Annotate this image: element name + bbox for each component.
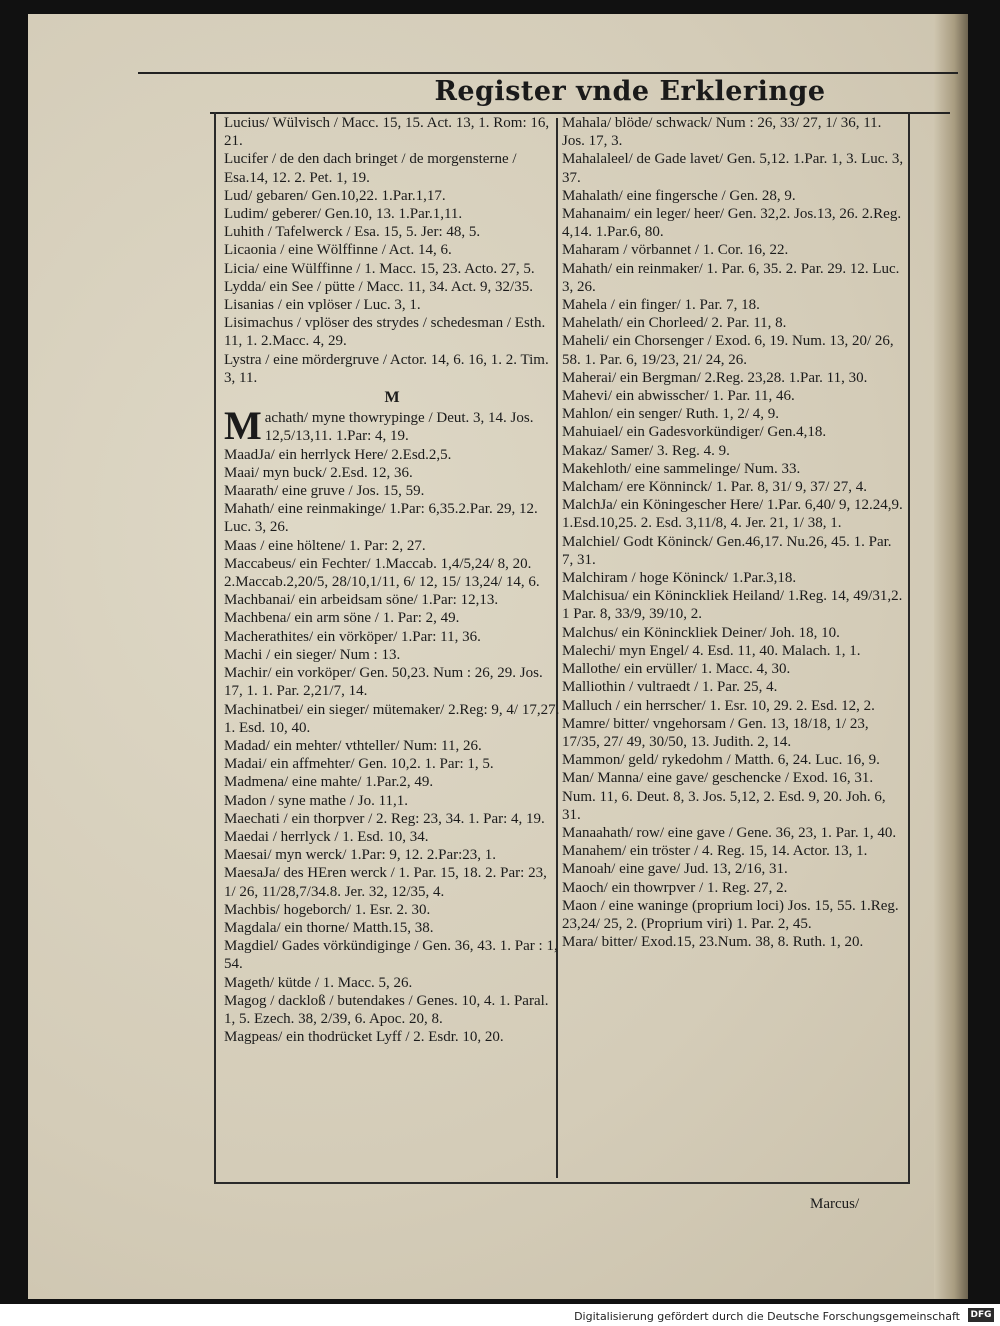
register-entry: Maheli/ ein Chorsenger / Exod. 6, 19. Num. 13, 20/ 26, 58. 1. Par. 6, 19/23, 21/ 24, 26. [562, 333, 894, 368]
register-entry: Malchiram / hoge Köninck/ 1.Par.3,18. [562, 570, 797, 587]
left-entries-after [224, 446, 560, 1047]
register-entry: Manoah/ eine gave/ Jud. 13, 2/16, 31. [562, 861, 788, 878]
register-entry: Magdiel/ Gades vörkündiginge / Gen. 36, 43. 1. Par : 1, 54. [224, 938, 558, 973]
register-entry: Luhith / Tafelwerck / Esa. 15, 5. Jer: 48, 5. [224, 224, 481, 241]
register-entry: MalchJa/ ein Köningescher Here/ 1.Par. 6,40/ 9, 12.24,9. 1.Esd.10,25. 2. Esd. 3,11/8, 4. Jer. 21, 1/ 38, 1. [562, 497, 903, 532]
register-entry: Machbena/ ein arm söne / 1. Par: 2, 49. [224, 610, 460, 627]
register-entry: Mahuiael/ ein Gadesvorkündiger/ Gen.4,18. [562, 424, 827, 441]
register-entry: Malluch / ein herrscher/ 1. Esr. 10, 29. 2. Esd. 12, 2. [562, 697, 875, 714]
register-entry: Machir/ ein vorköper/ Gen. 50,23. Num : 26, 29. Jos. 17, 1. 1. Par. 2,21/7, 14. [224, 665, 543, 700]
register-entry: Mahala/ blöde/ schwack/ Num : 26, 33/ 27, 1/ 36, 11. Jos. 17, 3. [562, 115, 882, 150]
register-entry: Madmena/ eine mahte/ 1.Par.2, 49. [224, 774, 434, 791]
header-top-rule [138, 72, 958, 74]
register-entry: Mallothe/ ein ervüller/ 1. Macc. 4, 30. [562, 661, 791, 678]
register-entry: Magog / dackloß / butendakes / Genes. 10, 4. 1. Paral. 1, 5. Ezech. 38, 2/39, 6. Apoc. 20, 8. [224, 992, 549, 1027]
register-entry: Mahath/ eine reinmakinge/ 1.Par: 6,35.2.Par. 29, 12. Luc. 3, 26. [224, 501, 538, 536]
register-entry: Lydda/ ein See / pütte / Macc. 11, 34. Act. 9, 32/35. [224, 278, 533, 295]
register-entry: Licaonia / eine Wölffinne / Act. 14, 6. [224, 242, 452, 259]
left-frame-line [214, 112, 216, 1182]
register-entry: Maharam / vörbannet / 1. Cor. 16, 22. [562, 242, 789, 259]
register-entry: Mageth/ kütde / 1. Macc. 5, 26. [224, 974, 413, 991]
first-m-entry [224, 403, 560, 449]
register-entry: Man/ Manna/ eine gave/ geschencke / Exod. 16, 31. Num. 11, 6. Deut. 8, 3. Jos. 5,12, 2. Esd. 9, 20. Joh. 6, 31. [562, 770, 886, 823]
register-entry: Lisanias / ein vplöser / Luc. 3, 1. [224, 297, 421, 314]
register-entry: Madai/ ein affmehter/ Gen. 10,2. 1. Par: 1, 5. [224, 756, 494, 773]
register-entry: Mahela / ein finger/ 1. Par. 7, 18. [562, 297, 760, 314]
register-entry: Maechati / ein thorpver / 2. Reg: 23, 34. 1. Par: 4, 19. [224, 810, 545, 827]
section-letter: M [384, 389, 400, 407]
register-entry: Mahlon/ ein senger/ Ruth. 1, 2/ 4, 9. [562, 406, 780, 423]
register-entry: Manahem/ ein tröster / 4. Reg. 15, 14. Actor. 13, 1. [562, 843, 868, 860]
register-entry: Mammon/ geld/ rykedohm / Matth. 6, 24. Luc. 16, 9. [562, 752, 880, 769]
register-entry: Malchisua/ ein Köninckliek Heiland/ 1.Reg. 14, 49/31,2. 1 Par. 8, 33/9, 39/10, 2. [562, 588, 903, 623]
register-entry: Mahelath/ ein Chorleed/ 2. Par. 11, 8. [562, 315, 787, 332]
register-entry: Lystra / eine mördergruve / Actor. 14, 6. 16, 1. 2. Tim. 3, 11. [224, 351, 549, 386]
register-entry: Makehloth/ eine sammelinge/ Num. 33. [562, 460, 801, 477]
register-entry: Maherai/ ein Bergman/ 2.Reg. 23,28. 1.Par. 11, 30. [562, 369, 868, 386]
register-entry: Maoch/ ein thowrpver / 1. Reg. 27, 2. [562, 879, 788, 896]
register-entry: Malchiel/ Godt Köninck/ Gen.46,17. Nu.26, 45. 1. Par. 7, 31. [562, 533, 892, 568]
right-column [562, 114, 906, 951]
left-column [224, 114, 560, 1046]
register-entry: Maon / eine waninge (proprium loci) Jos. 15, 55. 1.Reg. 23,24/ 25, 2. (Proprium viri) 1. Par. 2, 45. [562, 897, 899, 932]
register-entry: Maedai / herrlyck / 1. Esd. 10, 34. [224, 828, 429, 845]
right-entries [562, 114, 906, 951]
page-header: Register vnde Erkleringe [434, 76, 826, 107]
register-entry: Manaahath/ row/ eine gave / Gene. 36, 23, 1. Par. 1, 40. [562, 824, 897, 841]
register-entry: Lucifer / de den dach bringet / de morgensterne / Esa.14, 12. 2. Pet. 1, 19. [224, 151, 517, 186]
register-entry: MaadJa/ ein herrlyck Here/ 2.Esd.2,5. [224, 446, 452, 463]
right-frame-line [908, 112, 910, 1182]
register-entry: Lisimachus / vplöser des strydes / schedesman / Esth. 11, 1. 2.Macc. 4, 29. [224, 315, 546, 350]
page-edge [934, 14, 968, 1299]
bottom-frame-line [214, 1182, 910, 1184]
register-entry: Ludim/ geberer/ Gen.10, 13. 1.Par.1,11. [224, 206, 463, 223]
register-entry: Magpeas/ ein thodrücket Lyff / 2. Esdr. 10, 20. [224, 1029, 504, 1046]
register-entry: Madad/ ein mehter/ vthteller/ Num: 11, 26. [224, 737, 482, 754]
register-entry: Malchus/ ein Köninckliek Deiner/ Joh. 18, 10. [562, 624, 840, 641]
register-entry: Magdala/ ein thorne/ Matth.15, 38. [224, 919, 434, 936]
register-entry: Machinatbei/ ein sieger/ mütemaker/ 2.Reg: 9, 4/ 17,27. 1. Esd. 10, 40. [224, 701, 560, 736]
register-entry: Machbanai/ ein arbeidsam söne/ 1.Par: 12,13. [224, 592, 499, 609]
register-entry: Maesai/ myn werck/ 1.Par: 9, 12. 2.Par:23, 1. [224, 847, 497, 864]
register-entry: Mamre/ bitter/ vngehorsam / Gen. 13, 18/18, 1/ 23, 17/35, 27/ 49, 30/50, 13. Judith. 2, 14. [562, 715, 869, 750]
register-entry: Machbis/ hogeborch/ 1. Esr. 2. 30. [224, 901, 431, 918]
register-entry: Maai/ myn buck/ 2.Esd. 12, 36. [224, 464, 413, 481]
register-entry: Macherathites/ ein vörköper/ 1.Par: 11, 36. [224, 628, 481, 645]
register-entry: Mahevi/ ein abwisscher/ 1. Par. 11, 46. [562, 388, 795, 405]
register-entry: Maarath/ eine gruve / Jos. 15, 59. [224, 483, 425, 500]
register-entry: Lud/ gebaren/ Gen.10,22. 1.Par.1,17. [224, 187, 446, 204]
register-entry: Madon / syne mathe / Jo. 11,1. [224, 792, 409, 809]
register-entry: Maas / eine höltene/ 1. Par: 2, 27. [224, 537, 426, 554]
dfg-logo: DFG [968, 1308, 994, 1322]
register-entry: Mahalath/ eine fingersche / Gen. 28, 9. [562, 187, 796, 204]
register-entry: Mahath/ ein reinmaker/ 1. Par. 6, 35. 2. Par. 29. 12. Luc. 3, 26. [562, 260, 900, 295]
register-entry: Machi / ein sieger/ Num : 13. [224, 646, 401, 663]
left-entries-before [224, 114, 560, 387]
register-entry: Licia/ eine Wülffinne / 1. Macc. 15, 23. Acto. 27, 5. [224, 260, 535, 277]
register-entry: Lucius/ Wülvisch / Macc. 15, 15. Act. 13, 1. Rom: 16, 21. [224, 115, 550, 150]
drop-cap-initial: M [224, 403, 262, 449]
register-entry: Malliothin / vultraedt / 1. Par. 25, 4. [562, 679, 778, 696]
footer-credit: Digitalisierung gefördert durch die Deutsche Forschungsgemeinschaft [574, 1310, 960, 1323]
register-entry: Malcham/ ere Könninck/ 1. Par. 8, 31/ 9, 37/ 27, 4. [562, 479, 867, 496]
register-entry: MaesaJa/ des HEren werck / 1. Par. 15, 18. 2. Par: 23, 1/ 26, 11/28,7/34.8. Jer. 32, 12/35, 4. [224, 865, 547, 900]
register-entry: Mahalaleel/ de Gade lavet/ Gen. 5,12. 1.Par. 1, 3. Luc. 3, 37. [562, 151, 904, 186]
catchword: Marcus/ [810, 1196, 860, 1212]
register-entry: Malechi/ myn Engel/ 4. Esd. 11, 40. Malach. 1, 1. [562, 642, 861, 659]
register-entry: Maccabeus/ ein Fechter/ 1.Maccab. 1,4/5,24/ 8, 20. 2.Maccab.2,20/5, 28/10,1/11, 6/ 12, 15/ 13,24/ 14, 6. [224, 555, 540, 591]
first-entry-text: achath/ myne thowrypinge / Deut. 3, 14. Jos. 12,5/13,11. 1.Par: 4, 19. [264, 410, 534, 445]
register-entry: Mara/ bitter/ Exod.15, 23.Num. 38, 8. Ruth. 1, 20. [562, 934, 864, 951]
register-entry: Mahanaim/ ein leger/ heer/ Gen. 32,2. Jos.13, 26. 2.Reg. 4,14. 1.Par.6, 80. [562, 206, 902, 241]
register-entry: Makaz/ Samer/ 3. Reg. 4. 9. [562, 442, 730, 459]
